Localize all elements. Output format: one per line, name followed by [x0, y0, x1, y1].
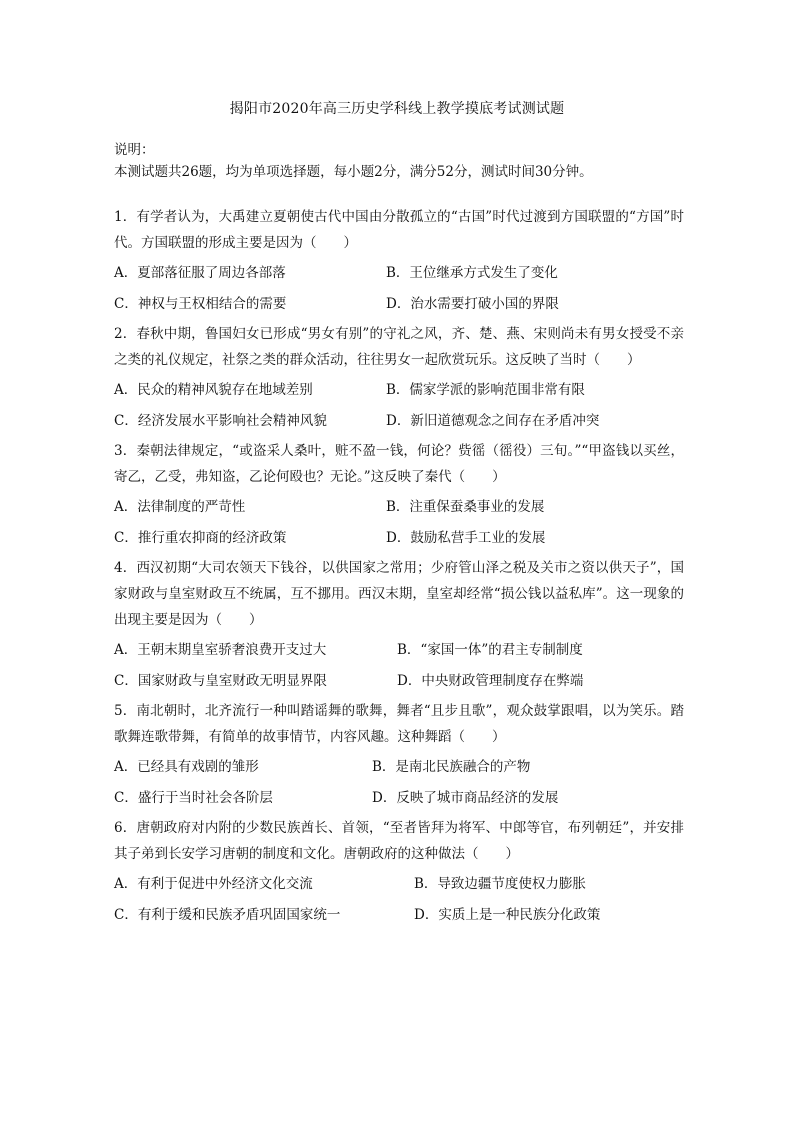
option-a: A．夏部落征服了周边各部落	[114, 265, 286, 281]
question-1	[114, 204, 684, 317]
question-3	[114, 438, 684, 551]
question-4	[114, 555, 684, 694]
question-stem: 3．秦朝法律规定，“或盗采人桑叶，赃不盈一钱，何论？赀徭（徭役）三旬。”“甲盗钱以买丝，寄乙，乙受，弗知盗，乙论何殴也？无论。”这反映了秦代（ ）	[114, 443, 684, 485]
option-c: C．经济发展水平影响社会精神风貌	[114, 413, 327, 429]
question-5	[114, 698, 684, 811]
option-b: B．是南北民族融合的产物	[372, 759, 531, 775]
option-d: D．治水需要打破小国的界限	[386, 296, 559, 312]
option-group	[114, 754, 684, 811]
option-b: B．导致边疆节度使权力膨胀	[414, 876, 586, 892]
option-a: A．已经具有戏剧的雏形	[114, 759, 259, 775]
option-d: D．反映了城市商品经济的发展	[372, 790, 559, 806]
option-b: B．王位继承方式发生了变化	[386, 265, 558, 281]
question-stem: 5．南北朝时，北齐流行一种叫踏谣舞的歌舞，舞者“且步且歌”，观众鼓掌跟唱，以为笑乐。踏歌舞连歌带舞，有简单的故事情节，内容风趣。这种舞蹈（ ）	[114, 703, 684, 745]
option-c: C．国家财政与皇室财政无明显界限	[114, 673, 327, 689]
note-text: 本测试题共26题，均为单项选择题，每小题2分，满分52分，测试时间30分钟。	[114, 164, 593, 180]
option-group	[114, 494, 684, 551]
option-c: C．神权与王权相结合的需要	[114, 296, 287, 312]
option-d: D．实质上是一种民族分化政策	[414, 907, 601, 923]
option-c: C．推行重农抑商的经济政策	[114, 530, 287, 546]
option-group	[114, 637, 684, 694]
option-d: D．中央财政管理制度存在弊端	[397, 673, 584, 689]
option-a: A．王朝末期皇室骄奢浪费开支过大	[114, 642, 327, 658]
option-c: C．盛行于当时社会各阶层	[114, 790, 273, 806]
option-d: D．鼓励私营手工业的发展	[386, 530, 546, 546]
question-list	[114, 204, 684, 932]
option-b: B．“家国一体”的君主专制制度	[397, 642, 583, 658]
option-a: A．法律制度的严苛性	[114, 499, 246, 515]
question-stem: 6．唐朝政府对内附的少数民族酋长、首领，“至者皆拜为将军、中郎等官，布列朝廷”，并安排其子弟到长安学习唐朝的制度和文化。唐朝政府的这种做法（ ）	[114, 820, 684, 862]
option-b: B．儒家学派的影响范围非常有限	[386, 382, 585, 398]
option-group	[114, 871, 684, 928]
option-a: A．有利于促进中外经济文化交流	[114, 876, 313, 892]
question-stem: 1．有学者认为，大禹建立夏朝使古代中国由分散孤立的“古国”时代过渡到方国联盟的“方国”时代。方国联盟的形成主要是因为（ ）	[114, 209, 684, 251]
option-a: A．民众的精神风貌存在地域差别	[114, 382, 313, 398]
option-group	[114, 377, 684, 434]
question-stem: 2．春秋中期，鲁国妇女已形成“男女有别”的守礼之风，齐、楚、燕、宋则尚未有男女授受不亲之类的礼仪规定，社祭之类的群众活动，往往男女一起欣赏玩乐。这反映了当时（ ）	[114, 326, 684, 368]
question-6	[114, 815, 684, 928]
question-stem: 4．西汉初期“大司农领天下钱谷，以供国家之常用；少府管山泽之税及关市之资以供天子”，国家财政与皇室财政互不统属，互不挪用。西汉末期，皇室却经常“损公钱以益私库”。这一现象的出现主要是因为（ ）	[114, 560, 684, 628]
option-b: B．注重保蚕桑事业的发展	[386, 499, 545, 515]
option-group	[114, 260, 684, 317]
question-2	[114, 321, 684, 434]
option-d: D．新旧道德观念之间存在矛盾冲突	[386, 413, 600, 429]
page-title: 揭阳市2020年高三历史学科线上教学摸底考试测试题	[229, 101, 565, 117]
note-label: 说明：	[114, 142, 155, 158]
option-c: C．有利于缓和民族矛盾巩固国家统一	[114, 907, 341, 923]
